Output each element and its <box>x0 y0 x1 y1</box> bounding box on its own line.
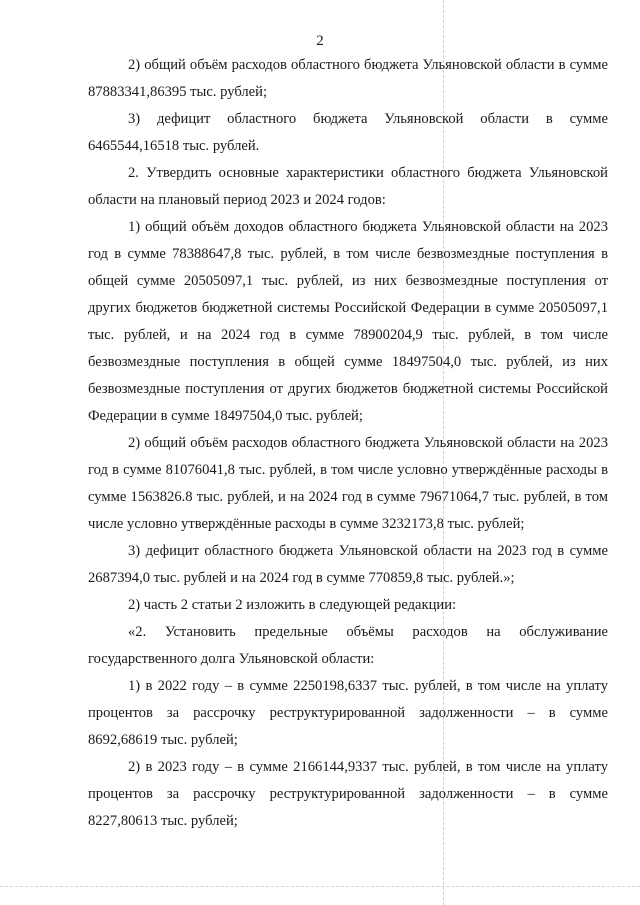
paragraph: 2) часть 2 статьи 2 изложить в следующей редакции: <box>128 597 457 613</box>
paragraph: 2) в 2023 году – в сумме 2166144,9337 тыс. рублей, в том числе на уплату процентов за рассрочку реструктурированной задолженности – в сумме 8227,80613 тыс. рублей; <box>88 759 608 829</box>
paragraph: 1) общий объём доходов областного бюджета Ульяновской области на 2023 год в сумме 78388647,8 тыс. рублей, в том числе безвозмездные поступления в общей сумме 20505097,1 тыс. рублей, из них безвозмездные поступления от других бюджетов бюджетной системы Российской Федерации в сумме 20505097,1 тыс. рублей, и на 2024 год в сумме 78900204,9 тыс. рублей, в том числе безвозмездные поступления в общей сумме 18497504,0 тыс. рублей, из них безвозмездные поступления от других бюджетов бюджетной системы Российской Федерации в сумме 18497504,0 тыс. рублей; <box>88 219 608 424</box>
paragraph: 2. Утвердить основные характеристики областного бюджета Ульяновской области на плановый период 2023 и 2024 годов: <box>88 165 608 208</box>
paragraph: 3) дефицит областного бюджета Ульяновской области в сумме 6465544,16518 тыс. рублей. <box>88 111 608 154</box>
scan-bottom-edge <box>0 886 640 887</box>
paragraph: 2) общий объём расходов областного бюджета Ульяновской области на 2023 год в сумме 81076041,8 тыс. рублей, в том числе условно утверждённые расходы в сумме 1563826.8 тыс. рублей, и на 2024 год в сумме 79671064,7 тыс. рублей, в том числе условно утверждённые расходы в сумме 3232173,8 тыс. рублей; <box>88 435 608 532</box>
paragraph: «2. Установить предельные объёмы расходов на обслуживание государственного долга Ульяновской области: <box>88 624 608 667</box>
paragraph: 1) в 2022 году – в сумме 2250198,6337 тыс. рублей, в том числе на уплату процентов за рассрочку реструктурированной задолженности – в сумме 8692,68619 тыс. рублей; <box>88 678 608 748</box>
document-body <box>88 52 608 835</box>
paragraph: 3) дефицит областного бюджета Ульяновской области на 2023 год в сумме 2687394,0 тыс. рублей и на 2024 год в сумме 770859,8 тыс. рублей.»; <box>88 543 608 586</box>
paragraph: 2) общий объём расходов областного бюджета Ульяновской области в сумме 87883341,86395 тыс. рублей; <box>88 57 608 100</box>
page-number: 2 <box>316 33 324 49</box>
